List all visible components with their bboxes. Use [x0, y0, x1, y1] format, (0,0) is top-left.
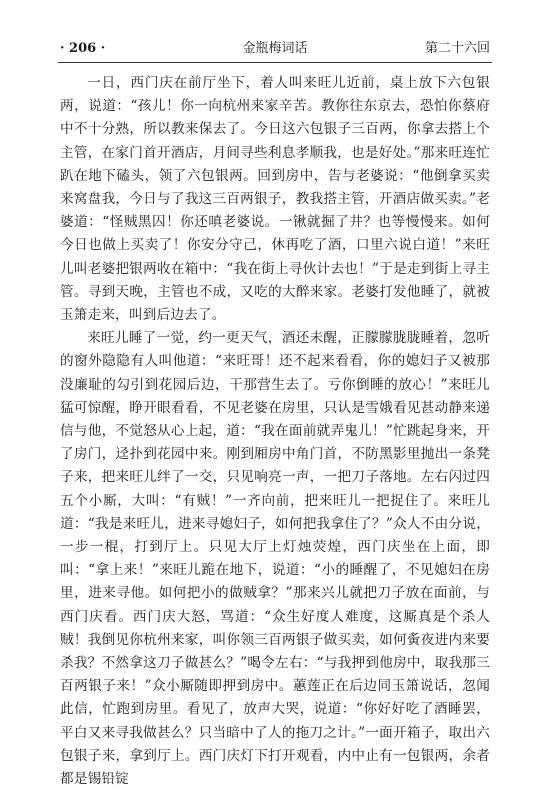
page-number: · 206 ·	[60, 41, 106, 56]
running-header	[60, 40, 490, 62]
paragraph: 来旺儿睡了一觉，约一更天气，酒还未醒，正朦朦胧胧睡着，忽听的窗外隐隐有人叫他道：“来旺哥！还不起来看看，你的媳妇子又被那没廉耻的勾引到花园后边，干那营生去了。亏你倒睡的放心！”来旺儿猛可惊醒，睁开眼看看，不见老婆在房里，只认是雪娥看见甚动静来递信与他，不觉怒从心上起，道：“我在面前就弄鬼儿！”忙跳起身来，开了房门，迳扑到花园中来。刚到厢房中角门首，不防黑影里抛出一条凳子来，把来旺儿绊了一交，只见响亮一声，一把刀子落地。左右闪过四五个小厮，大叫：“有贼！”一齐向前，把来旺儿一把捉住了。来旺儿道：“我是来旺儿，进来寻媳妇子，如何把我拿住了？”众人不由分说，一步一棍，打到厅上。只见大厅上灯烛荧煌，西门庆坐在上面，即叫：“拿上来！”来旺儿跪在地下，说道：“小的睡醒了，不见媳妇在房里，进来寻他。如何把小的做贼拿？”那来兴儿就把刀子放在面前，与西门庆看。西门庆大怒，骂道：“众生好度人难度，这厮真是个杀人贼！我倒见你杭州来家，叫你领三百两银子做买卖，如何夤夜进内来要杀我？不然拿这刀子做甚么？”喝令左右：“与我押到他房中，取我那三百两银子来！”众小厮随即押到房中。蕙莲正在后边同玉箫说话，忽闻此信，忙跑到房里。看见了，放声大哭，说道：“你好好吃了酒睡罢，平白又来寻我做甚么？只当暗中了人的拖刀之计。”一面开箱子，取出六包银子来，拿到厅上。西门庆灯下打开观看，内中止有一包银两，余者都是锡铅锭	[60, 330, 490, 788]
book-title: 金瓶梅词话	[242, 41, 308, 56]
header-rule	[58, 62, 492, 63]
paragraph: 一日，西门庆在前厅坐下，着人叫来旺儿近前，桌上放下六包银两，说道：“孩儿！你一向杭州来家辛苦。教你往东京去，恐怕你蔡府中不十分熟，所以教来保去了。今日这六包银子三百两，你拿去搭上个主管，在家门首开酒店，月间寻些利息孝顺我，也是好处。”那来旺连忙趴在地下磕头，领了六包银两。回到房中，告与老婆说：“他倒拿买卖来窝盘我，今日与了我这三百两银子，教我搭主管，开酒店做买卖。”老婆道：“怪贼黑囚！你还嗔老婆说。一锹就掘了井？也等慢慢来。如何今日也做上买卖了！你安分守己，休再吃了酒，口里六说白道！”来旺儿叫老婆把银两收在箱中：“我在街上寻伙计去也！”于是走到街上寻主管。寻到天晚，主管也不成，又吃的大醉来家。老婆打发他睡了，就被玉箫走来，叫到后边去了。	[60, 75, 490, 324]
chapter-label: 第二十六回	[424, 41, 490, 56]
body-text	[60, 72, 490, 791]
